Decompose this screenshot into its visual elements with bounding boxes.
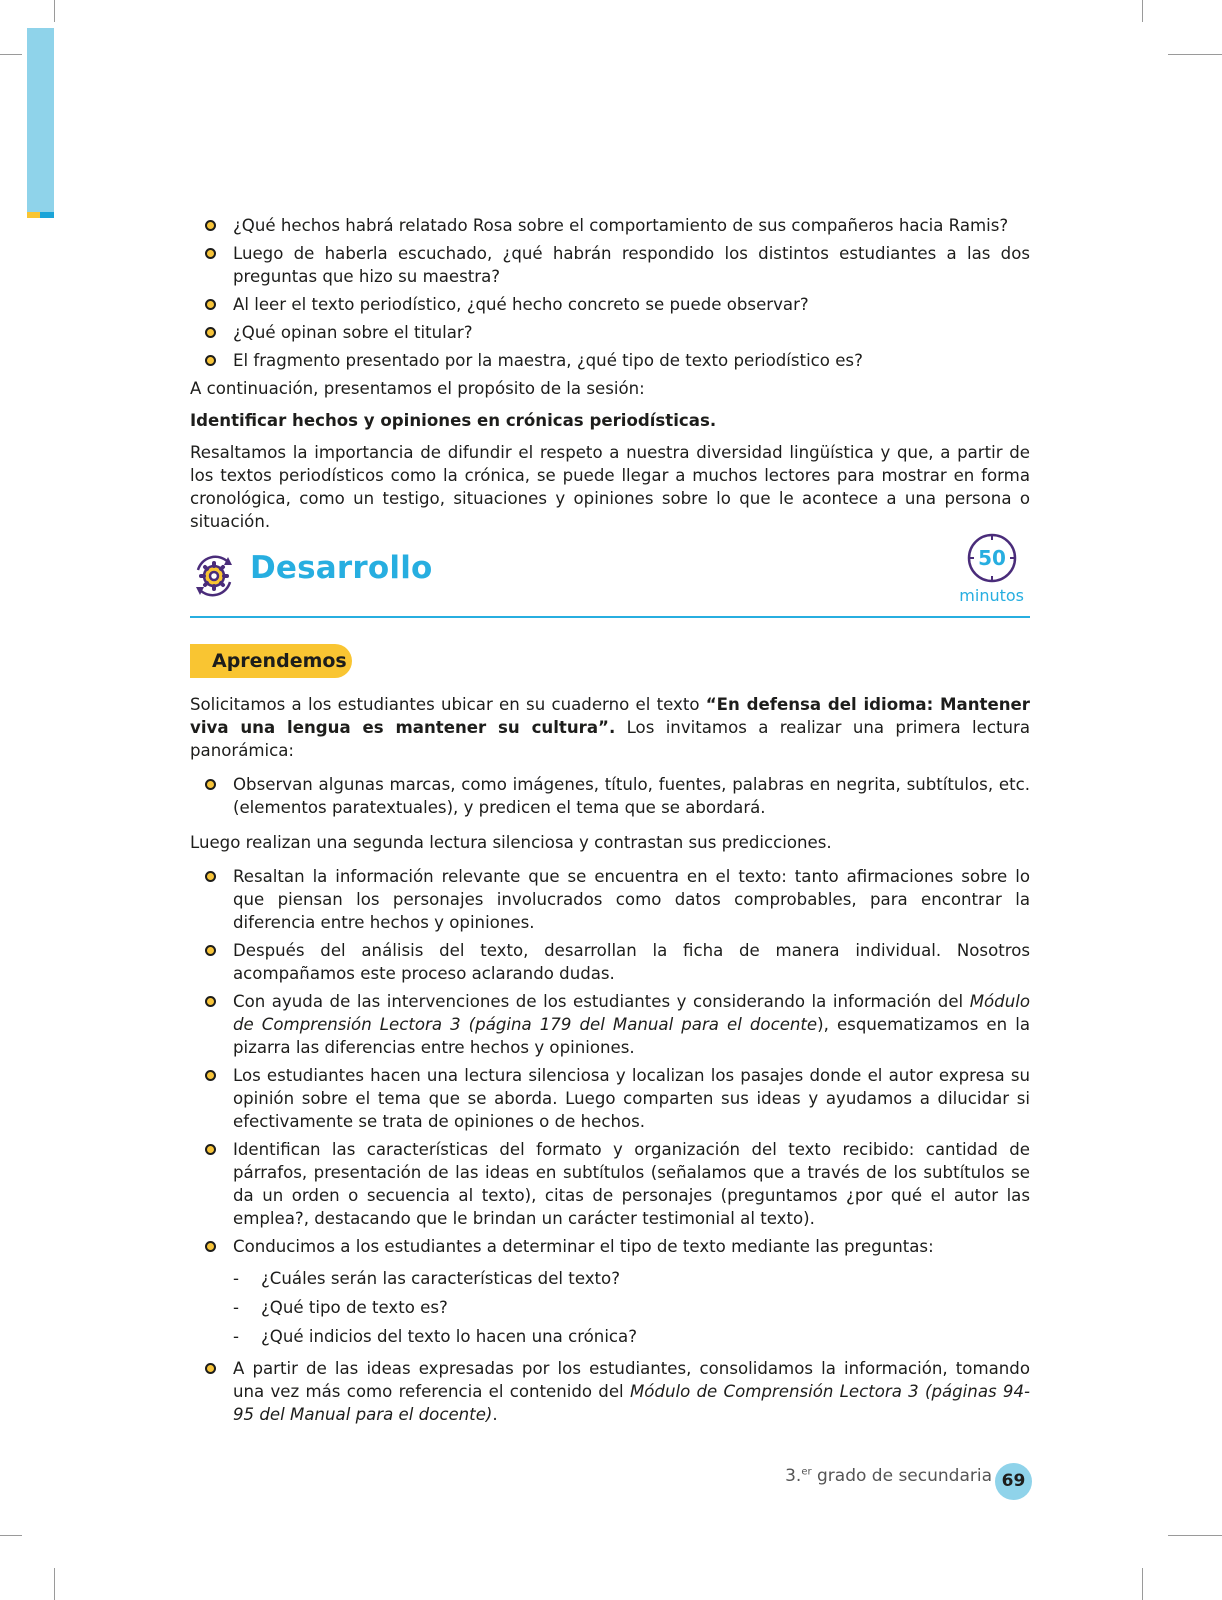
- gear-refresh-icon: [190, 552, 238, 600]
- list-item: [190, 214, 1030, 237]
- list-item: [190, 1235, 1030, 1258]
- steps-list: [190, 865, 1030, 1258]
- intro-bullet-list: [190, 214, 1030, 372]
- list-item: [190, 321, 1030, 344]
- bullet-icon: [205, 945, 216, 956]
- bullet-icon: [205, 1363, 216, 1374]
- bullet-icon: [205, 871, 216, 882]
- list-item: [190, 1322, 1030, 1351]
- list-item: [190, 939, 1030, 985]
- dash-marker: -: [233, 1269, 239, 1288]
- side-color-band: [27, 28, 54, 212]
- module-reference: Módulo de Comprensión Lectora 3 (páginas 94-95 del Manual para el docente): [233, 1382, 1030, 1424]
- crop-mark: [54, 1568, 55, 1600]
- session-purpose: Identificar hechos y opiniones en crónicas periodísticas.: [190, 411, 717, 430]
- first-reading-list: [190, 773, 1030, 819]
- bullet-icon: [205, 1070, 216, 1081]
- question-text: ¿Qué indicios del texto lo hacen una crónica?: [261, 1327, 638, 1346]
- dash-marker: -: [233, 1327, 239, 1346]
- bullet-icon: [205, 299, 216, 310]
- list-item-text: Los estudiantes hacen una lectura silenciosa y localizan los pasajes donde el autor expresa su opinión sobre el tema que se aborda. Luego comparten sus ideas y ayudamos a dilucidar si efectivamente se trata de opiniones o de hechos.: [233, 1066, 1030, 1131]
- page-number: 69: [995, 1463, 1032, 1500]
- list-item-text: A partir de las ideas expresadas por los estudiantes, consolidamos la información, tomando una vez más como referencia el contenido del: [233, 1359, 1030, 1401]
- list-item-text: ¿Qué opinan sobre el titular?: [233, 323, 473, 342]
- list-item-text: Conducimos a los estudiantes a determinar el tipo de texto mediante las preguntas:: [233, 1237, 934, 1256]
- section-header: [190, 530, 1030, 620]
- crop-mark: [1142, 0, 1143, 22]
- list-item-text: Resaltan la información relevante que se encuentra en el texto: tanto afirmaciones sobre lo que piensan los personajes involucrados como datos comprobables, para encontrar la diferencia entre hechos y opiniones.: [233, 867, 1030, 932]
- section-divider: [190, 616, 1030, 618]
- list-item-text: .: [492, 1405, 498, 1424]
- closing-list: [190, 1357, 1030, 1426]
- crop-mark: [54, 0, 55, 22]
- crop-mark: [0, 54, 22, 55]
- list-item-text: Con ayuda de las intervenciones de los estudiantes y considerando la información del: [233, 992, 970, 1011]
- side-band-yellow: [27, 212, 40, 218]
- importance-paragraph: Resaltamos la importancia de difundir el respeto a nuestra diversidad lingüística y que, a partir de los textos periodísticos como la crónica, se puede llegar a muchos lectores para mostrar en forma cronológica, como un testigo, situaciones y opiniones sobre lo que le acontece a una persona o situación.: [190, 443, 1030, 531]
- task-intro-text: Solicitamos a los estudiantes ubicar en su cuaderno el texto: [190, 695, 706, 714]
- bullet-icon: [205, 248, 216, 259]
- list-item: [190, 1264, 1030, 1293]
- development-section: [190, 693, 1030, 1431]
- grade-number: 3.: [785, 1466, 802, 1486]
- subsection-title: Aprendemos: [212, 650, 347, 672]
- list-item: [190, 1138, 1030, 1230]
- subsection-badge: [190, 644, 352, 678]
- list-item: [190, 1064, 1030, 1133]
- grade-ordinal: er: [801, 1466, 812, 1478]
- side-band-blue: [40, 212, 54, 218]
- task-intro-text: Los invitamos a realizar una primera lectura panorámica:: [190, 718, 1030, 760]
- list-item: [190, 1357, 1030, 1426]
- bullet-icon: [205, 1241, 216, 1252]
- intro-section: [190, 214, 1030, 533]
- bullet-icon: [205, 220, 216, 231]
- list-item-text: Observan algunas marcas, como imágenes, título, fuentes, palabras en negrita, subtítulos, etc. (elementos paratextuales), y predicen el tema que se abordará.: [233, 775, 1030, 817]
- list-item-text: ), esquematizamos en la pizarra las diferencias entre hechos y opiniones.: [233, 1015, 1030, 1057]
- bullet-icon: [205, 779, 216, 790]
- bullet-icon: [205, 1144, 216, 1155]
- timer-unit: minutos: [959, 586, 1024, 605]
- second-reading: Luego realizan una segunda lectura silenciosa y contrastan sus predicciones.: [190, 833, 832, 852]
- crop-mark: [1168, 1535, 1222, 1536]
- list-item: [190, 1293, 1030, 1322]
- grade-text: grado de secundaria: [811, 1466, 992, 1486]
- list-item: [190, 990, 1030, 1059]
- bullet-icon: [205, 996, 216, 1007]
- bullet-icon: [205, 327, 216, 338]
- question-text: ¿Qué tipo de texto es?: [261, 1298, 448, 1317]
- list-item: [190, 865, 1030, 934]
- dash-marker: -: [233, 1298, 239, 1317]
- grade-label: [785, 1466, 992, 1486]
- text-title-reference: “En defensa del idioma: Mantener viva una lengua es mantener su cultura”.: [190, 695, 1030, 737]
- list-item-text: Después del análisis del texto, desarrollan la ficha de manera individual. Nosotros acompañamos este proceso aclarando dudas.: [233, 941, 1030, 983]
- task-intro: [190, 693, 1030, 762]
- question-text: ¿Cuáles serán las características del texto?: [261, 1269, 621, 1288]
- timer-value: 50: [978, 546, 1006, 570]
- section-title: Desarrollo: [250, 550, 433, 586]
- module-reference: Módulo de Comprensión Lectora 3 (página 179 del Manual para el docente: [233, 992, 1030, 1034]
- list-item-text: ¿Qué hechos habrá relatado Rosa sobre el comportamiento de sus compañeros hacia Ramis?: [233, 216, 1009, 235]
- list-item: [190, 242, 1030, 288]
- list-item: [190, 773, 1030, 819]
- list-item: [190, 349, 1030, 372]
- bullet-icon: [205, 355, 216, 366]
- question-list: [190, 1264, 1030, 1351]
- crop-mark: [1142, 1568, 1143, 1600]
- list-item-text: Al leer el texto periodístico, ¿qué hecho concreto se puede observar?: [233, 295, 809, 314]
- purpose-intro: A continuación, presentamos el propósito de la sesión:: [190, 379, 645, 398]
- list-item-text: Identifican las características del formato y organización del texto recibido: cantidad de párrafos, presentación de las ideas en subtítulos (señalamos que a través de los subtítulos se da un orden o secuencia al texto), citas de personajes (preguntamos ¿por qué el autor las emplea?, destacando que le brindan un carácter testimonial al texto).: [233, 1140, 1030, 1228]
- crop-mark: [0, 1535, 22, 1536]
- list-item-text: Luego de haberla escuchado, ¿qué habrán respondido los distintos estudiantes a las dos preguntas que hizo su maestra?: [233, 244, 1030, 286]
- list-item-text: El fragmento presentado por la maestra, ¿qué tipo de texto periodístico es?: [233, 351, 863, 370]
- list-item: [190, 293, 1030, 316]
- crop-mark: [1168, 54, 1222, 55]
